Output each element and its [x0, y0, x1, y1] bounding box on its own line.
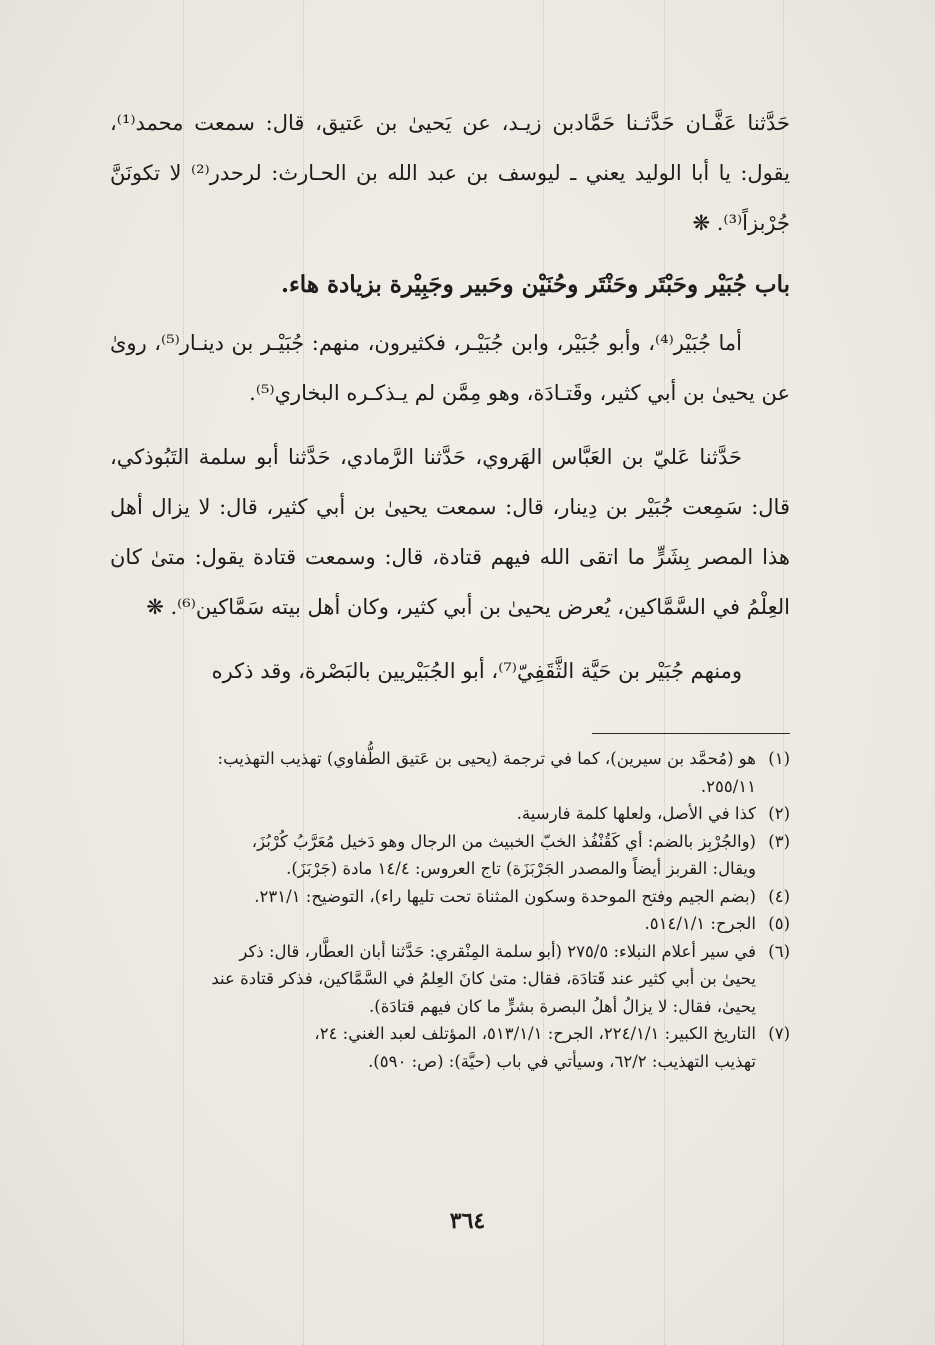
footnote-5: [108, 910, 790, 938]
page-number: ٣٦٤: [449, 1208, 486, 1234]
footnote-text: التاريخ الكبير: ٢٢٤/١/١، الجرح: ٥١٣/١/١، المؤتلف لعبد الغني: ٢٤،: [314, 1024, 756, 1043]
footnotes: [108, 745, 790, 1075]
footnote-3: [108, 828, 790, 883]
footnote-text: تهذيب التهذيب: ٦٢/٢، وسيأتي في باب (حيَّة): (ص: ٥٩٠).: [368, 1051, 756, 1071]
paragraph-2: أما جُبَيْر⁽⁴⁾، وأبو جُبَيْر، وابن جُبَيْـر، فكثيرون، منهم: جُبَيْـر بن دينـار⁽⁵⁾، روىٰ عن يحيىٰ بن أبي كثير، وقَتـادَة، وهو مِمَّن لم يـذكـره البخاري⁽⁵⁾.: [110, 331, 790, 405]
footnote-text: يحيىٰ بن أبي كثير عند قَتادَة، فقال: متىٰ كانَ العِلمُ في السَّمَّاكين، فذكر قتادة عند: [211, 969, 756, 988]
footnote-text: في سير أعلام النبلاء: ٢٧٥/٥ (أبو سلمة المِنْقري: حَدَّثنا أبان العطَّار، قال: ذكر: [239, 941, 756, 961]
footnote-number: (٣): [768, 831, 790, 851]
footnote-6: [108, 938, 790, 1021]
footnote-text: هو (مُحمَّد بن سيرين)، كما في ترجمة (يحيى بن عَتيق الطُّفاوي) تهذيب التهذيب:: [217, 749, 756, 768]
chapter-heading: باب جُبَيْر وحَبْتَر وحَنْتَر وحُنَيْن وحَبير وجَبِيْرة بزيادة هاء.: [280, 271, 790, 298]
footnote-text: ٢٥٥/١١.: [700, 776, 756, 796]
paragraph-3: حَدَّثنا عَليّ بن العَبَّاس الهَروي، حَدَّثنا الرَّمادي، حَدَّثنا أبو سلمة التَبُوذكي، قال: سَمِعت جُبَيْر بن دِينار، قال: سمعت يحيىٰ بن أبي كثير، قال: لا يزال أهل هذا المصر بِشَرٍّ ما اتقى الله فيهم قتادة، قال: وسمعت قتادة يقول: متىٰ كان العِلْمُ في السَّمَّاكين، يُعرض يحيىٰ بن أبي كثير، وكان أهل بيته سَمَّاكين⁽⁶⁾. ❋: [110, 445, 790, 619]
paragraph-4: ومنهم جُبَيْر بن حَيَّة الثَّقَفِيّ⁽⁷⁾، أبو الجُبَيْريين بالبَصْرة، وقد ذكره: [211, 659, 742, 683]
footnote-2: [108, 800, 790, 828]
footnote-number: (٥): [768, 914, 790, 933]
footnote-number: (٦): [768, 941, 790, 961]
footnote-1: [108, 745, 790, 800]
footnote-7: [108, 1020, 790, 1075]
footnote-text: الجرح: ٥١٤/١/١.: [644, 914, 756, 933]
footnote-text: ويقال: القربز أيضاً والمصدر الجَرْبَزَة) تاج العروس: ١٤/٤ مادة (جَرْبَزَ).: [286, 859, 756, 878]
main-text: [110, 98, 790, 696]
footnote-number: (١): [768, 749, 790, 768]
footnote-number: (٤): [768, 886, 790, 906]
paragraph-1: حَدَّثنا عَفَّـان حَدَّثـنا حَمَّادبن زيـد، عن يَحيىٰ بن عَتيق، قال: سمعت محمد⁽¹⁾، يقول: يا أبا الوليد يعني ـ ليوسف بن عبد الله بن الحـارث: لرحدر⁽²⁾ لا تكونَنَّ جُرْبزاً⁽³⁾. ❋: [110, 111, 790, 235]
footnote-number: (٢): [768, 804, 790, 823]
footnote-text: (بضم الجيم وفتح الموحدة وسكون المثناة تحت تليها راء)، التوضيح: ٢٣١/١.: [254, 886, 756, 906]
footnote-separator: [592, 733, 790, 734]
footnote-text: يحيىٰ، فقال: لا يزالُ أهلُ البصرة بشرٍّ ما كان فيهم قتادَة).: [369, 996, 756, 1016]
footnote-text: كذا في الأصل، ولعلها كلمة فارسية.: [516, 804, 756, 823]
footnote-4: [108, 883, 790, 911]
footnote-number: (٧): [768, 1024, 790, 1043]
footnote-text: (والجُرْبِز بالضم: أي كَقُنْفُذ الخبّ الخبيث من الرجال وهو دَخيل مُعَرَّبُ كُرْبُزَ،: [251, 831, 756, 851]
